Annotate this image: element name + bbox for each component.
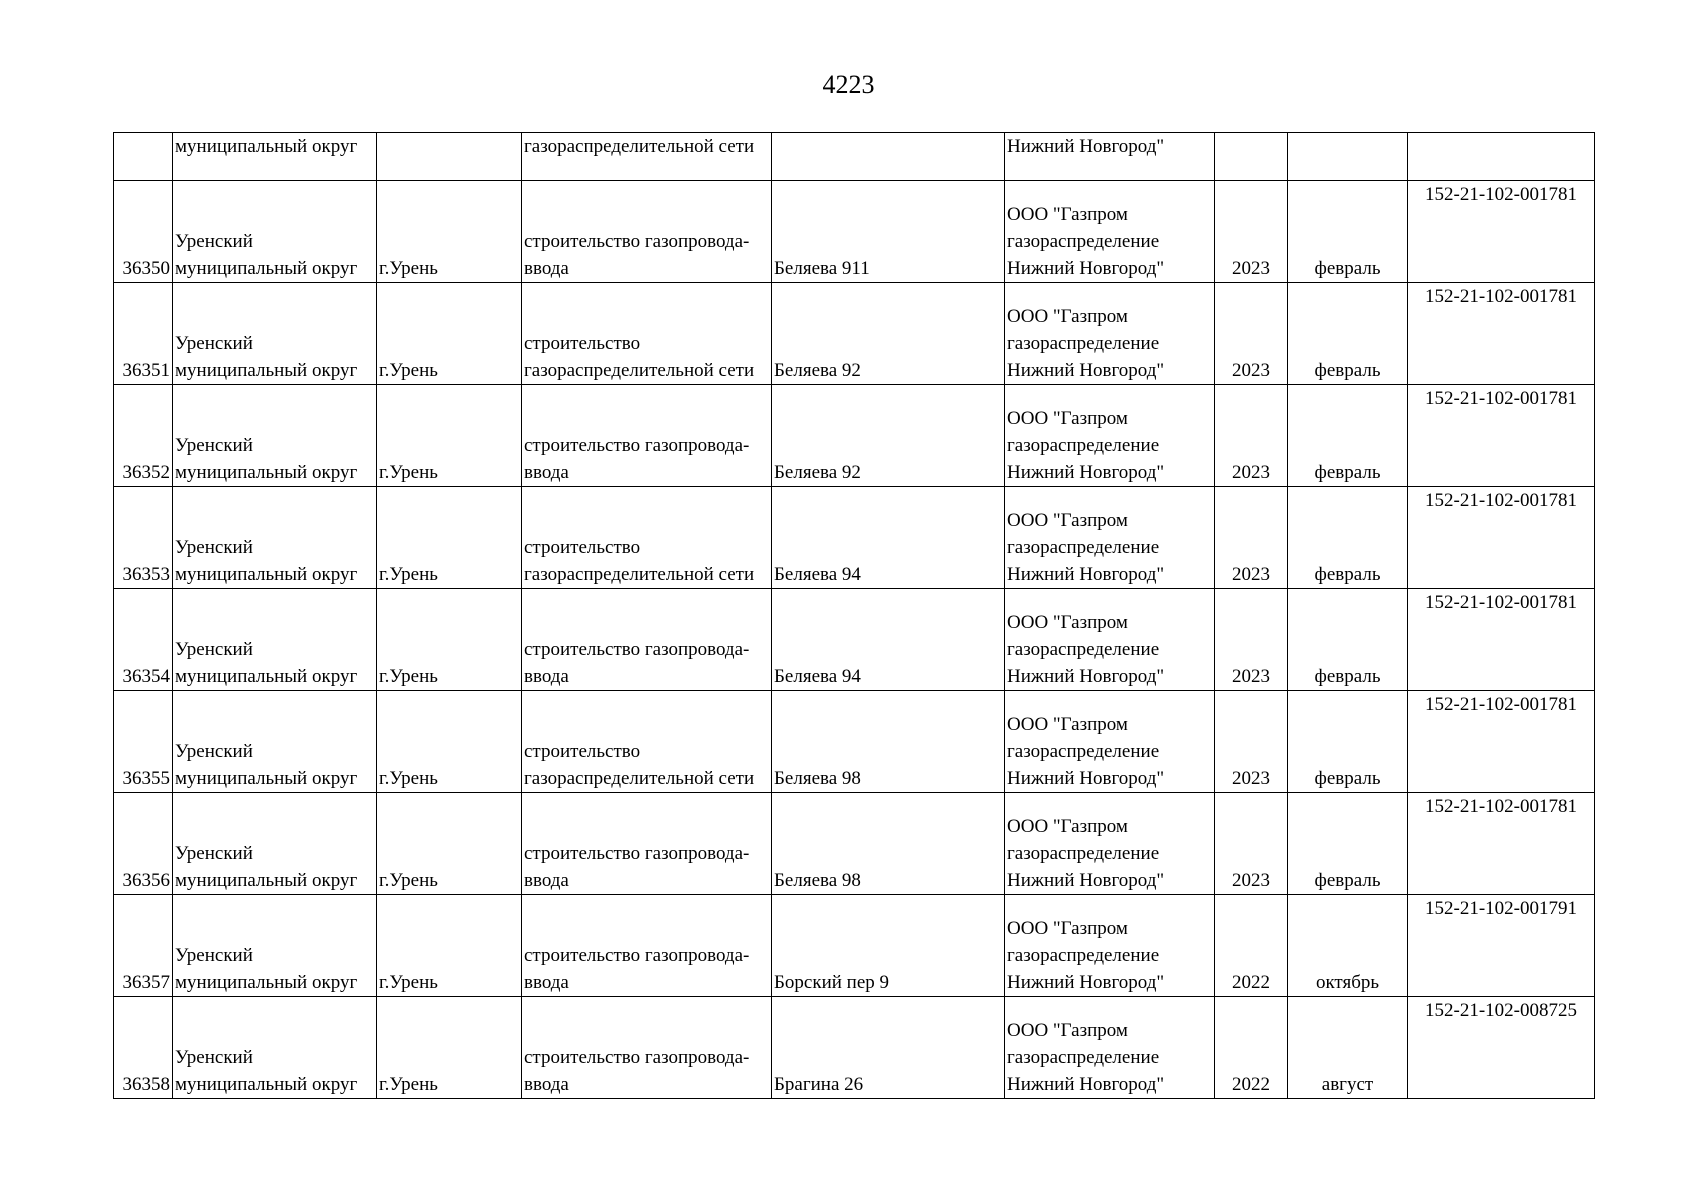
- cell-month: октябрь: [1288, 895, 1408, 997]
- cell-work: строительство газораспределительной сети: [522, 283, 772, 385]
- page-number: 4223: [822, 70, 875, 99]
- cell-city: г.Урень: [377, 895, 522, 997]
- cell-org: ООО "Газпром газораспределение Нижний Новгород": [1005, 793, 1215, 895]
- cell-address: [772, 133, 1005, 181]
- cell-cadastral: 152-21-102-001781: [1408, 691, 1595, 793]
- cell-cadastral: [1408, 133, 1595, 181]
- cell-year: 2022: [1215, 895, 1288, 997]
- table-row: [114, 487, 1595, 589]
- cell-district: Уренский муниципальный округ: [173, 385, 377, 487]
- cell-month: февраль: [1288, 181, 1408, 283]
- cell-num: 36351: [114, 283, 173, 385]
- cell-city: г.Урень: [377, 283, 522, 385]
- cell-year: [1215, 133, 1288, 181]
- table-row: [114, 589, 1595, 691]
- cell-month: февраль: [1288, 487, 1408, 589]
- cell-cadastral: 152-21-102-001781: [1408, 589, 1595, 691]
- cell-num: 36356: [114, 793, 173, 895]
- cell-district: муниципальный округ: [173, 133, 377, 181]
- cell-address: Беляева 92: [772, 385, 1005, 487]
- cell-district: Уренский муниципальный округ: [173, 589, 377, 691]
- cell-work: строительство газораспределительной сети: [522, 487, 772, 589]
- cell-district: Уренский муниципальный округ: [173, 997, 377, 1099]
- table-row: [114, 385, 1595, 487]
- cell-work: строительство газопровода- ввода: [522, 589, 772, 691]
- cell-work: строительство газопровода- ввода: [522, 181, 772, 283]
- cell-work: строительство газопровода- ввода: [522, 385, 772, 487]
- cell-month: февраль: [1288, 589, 1408, 691]
- cell-org: ООО "Газпром газораспределение Нижний Новгород": [1005, 385, 1215, 487]
- cell-year: 2023: [1215, 181, 1288, 283]
- cell-cadastral: 152-21-102-001781: [1408, 793, 1595, 895]
- cell-org: ООО "Газпром газораспределение Нижний Новгород": [1005, 589, 1215, 691]
- cell-address: Беляева 94: [772, 589, 1005, 691]
- cell-cadastral: 152-21-102-001791: [1408, 895, 1595, 997]
- cell-org: ООО "Газпром газораспределение Нижний Новгород": [1005, 895, 1215, 997]
- cell-month: февраль: [1288, 283, 1408, 385]
- cell-work: строительство газопровода- ввода: [522, 793, 772, 895]
- cell-year: 2023: [1215, 283, 1288, 385]
- cell-work: газораспределительной сети: [522, 133, 772, 181]
- cell-address: Беляева 98: [772, 691, 1005, 793]
- cell-cadastral: 152-21-102-001781: [1408, 385, 1595, 487]
- cell-month: февраль: [1288, 691, 1408, 793]
- registry-table: [113, 132, 1595, 1099]
- cell-address: Беляева 94: [772, 487, 1005, 589]
- cell-month: август: [1288, 997, 1408, 1099]
- cell-year: 2023: [1215, 793, 1288, 895]
- cell-year: 2023: [1215, 589, 1288, 691]
- cell-city: г.Урень: [377, 589, 522, 691]
- cell-month: февраль: [1288, 385, 1408, 487]
- cell-work: строительство газопровода- ввода: [522, 997, 772, 1099]
- table-row: [114, 997, 1595, 1099]
- cell-address: Борский пер 9: [772, 895, 1005, 997]
- cell-org: Нижний Новгород": [1005, 133, 1215, 181]
- cell-org: ООО "Газпром газораспределение Нижний Новгород": [1005, 997, 1215, 1099]
- cell-city: [377, 133, 522, 181]
- cell-num: 36355: [114, 691, 173, 793]
- cell-num: 36357: [114, 895, 173, 997]
- table-row: [114, 691, 1595, 793]
- cell-num: [114, 133, 173, 181]
- cell-cadastral: 152-21-102-001781: [1408, 181, 1595, 283]
- table-row-continuation: [114, 133, 1595, 181]
- cell-num: 36350: [114, 181, 173, 283]
- cell-org: ООО "Газпром газораспределение Нижний Новгород": [1005, 487, 1215, 589]
- cell-num: 36354: [114, 589, 173, 691]
- cell-address: Беляева 92: [772, 283, 1005, 385]
- table-row: [114, 793, 1595, 895]
- cell-year: 2023: [1215, 385, 1288, 487]
- cell-year: 2023: [1215, 691, 1288, 793]
- cell-work: строительство газопровода- ввода: [522, 895, 772, 997]
- table-row: [114, 895, 1595, 997]
- cell-year: 2023: [1215, 487, 1288, 589]
- cell-org: ООО "Газпром газораспределение Нижний Новгород": [1005, 283, 1215, 385]
- cell-district: Уренский муниципальный округ: [173, 895, 377, 997]
- cell-year: 2022: [1215, 997, 1288, 1099]
- cell-city: г.Урень: [377, 691, 522, 793]
- cell-city: г.Урень: [377, 181, 522, 283]
- cell-district: Уренский муниципальный округ: [173, 283, 377, 385]
- table-row: [114, 181, 1595, 283]
- cell-district: Уренский муниципальный округ: [173, 487, 377, 589]
- cell-district: Уренский муниципальный округ: [173, 691, 377, 793]
- cell-month: февраль: [1288, 793, 1408, 895]
- cell-cadastral: 152-21-102-001781: [1408, 283, 1595, 385]
- cell-org: ООО "Газпром газораспределение Нижний Новгород": [1005, 181, 1215, 283]
- registry-table-body: [114, 133, 1595, 1099]
- cell-district: Уренский муниципальный округ: [173, 793, 377, 895]
- cell-address: Беляева 98: [772, 793, 1005, 895]
- cell-city: г.Урень: [377, 385, 522, 487]
- cell-num: 36358: [114, 997, 173, 1099]
- cell-org: ООО "Газпром газораспределение Нижний Новгород": [1005, 691, 1215, 793]
- cell-cadastral: 152-21-102-008725: [1408, 997, 1595, 1099]
- cell-city: г.Урень: [377, 793, 522, 895]
- cell-city: г.Урень: [377, 487, 522, 589]
- cell-num: 36352: [114, 385, 173, 487]
- cell-num: 36353: [114, 487, 173, 589]
- cell-address: Брагина 26: [772, 997, 1005, 1099]
- cell-month: [1288, 133, 1408, 181]
- cell-district: Уренский муниципальный округ: [173, 181, 377, 283]
- cell-address: Беляева 911: [772, 181, 1005, 283]
- cell-cadastral: 152-21-102-001781: [1408, 487, 1595, 589]
- table-row: [114, 283, 1595, 385]
- cell-city: г.Урень: [377, 997, 522, 1099]
- cell-work: строительство газораспределительной сети: [522, 691, 772, 793]
